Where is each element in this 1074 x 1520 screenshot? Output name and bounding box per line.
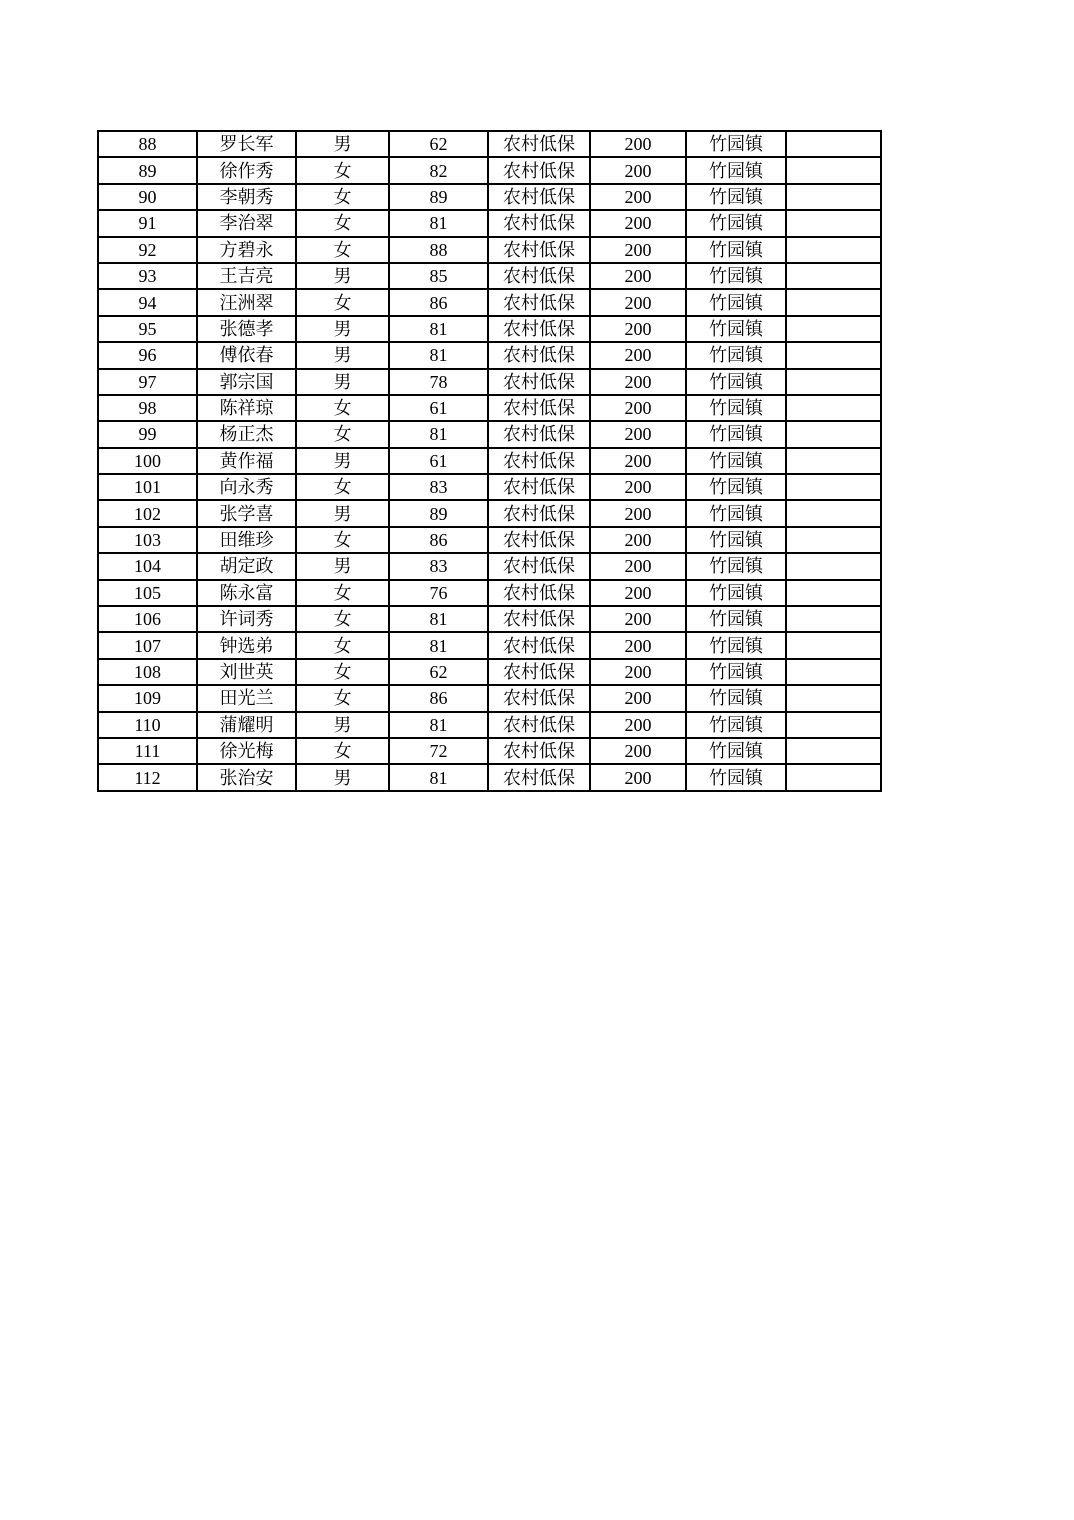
cell-serial-number: 107 (98, 632, 197, 658)
cell-amount: 200 (590, 237, 686, 263)
table-row (98, 316, 881, 342)
cell-category: 农村低保 (488, 474, 590, 500)
cell-town: 竹园镇 (686, 448, 786, 474)
cell-gender: 男 (296, 342, 389, 368)
cell-age: 89 (389, 500, 488, 526)
table-row (98, 157, 881, 183)
cell-town: 竹园镇 (686, 184, 786, 210)
cell-amount: 200 (590, 606, 686, 632)
cell-category: 农村低保 (488, 421, 590, 447)
cell-gender: 女 (296, 289, 389, 315)
cell-town: 竹园镇 (686, 316, 786, 342)
cell-category: 农村低保 (488, 527, 590, 553)
cell-town: 竹园镇 (686, 263, 786, 289)
cell-category: 农村低保 (488, 712, 590, 738)
cell-age: 78 (389, 369, 488, 395)
cell-amount: 200 (590, 157, 686, 183)
cell-name: 蒲耀明 (197, 712, 296, 738)
cell-amount: 200 (590, 131, 686, 157)
cell-town: 竹园镇 (686, 342, 786, 368)
cell-town: 竹园镇 (686, 289, 786, 315)
cell-gender: 女 (296, 421, 389, 447)
cell-category: 农村低保 (488, 553, 590, 579)
table-row (98, 395, 881, 421)
cell-town: 竹园镇 (686, 474, 786, 500)
cell-age: 61 (389, 448, 488, 474)
cell-name: 徐光梅 (197, 738, 296, 764)
cell-note (786, 131, 881, 157)
cell-gender: 男 (296, 448, 389, 474)
cell-serial-number: 96 (98, 342, 197, 368)
cell-amount: 200 (590, 580, 686, 606)
cell-amount: 200 (590, 369, 686, 395)
cell-category: 农村低保 (488, 184, 590, 210)
cell-note (786, 210, 881, 236)
cell-amount: 200 (590, 316, 686, 342)
cell-name: 王吉亮 (197, 263, 296, 289)
cell-age: 85 (389, 263, 488, 289)
cell-serial-number: 102 (98, 500, 197, 526)
cell-category: 农村低保 (488, 131, 590, 157)
cell-note (786, 685, 881, 711)
cell-gender: 女 (296, 474, 389, 500)
cell-gender: 女 (296, 685, 389, 711)
cell-gender: 女 (296, 157, 389, 183)
cell-serial-number: 92 (98, 237, 197, 263)
cell-amount: 200 (590, 685, 686, 711)
cell-serial-number: 94 (98, 289, 197, 315)
cell-town: 竹园镇 (686, 712, 786, 738)
cell-gender: 男 (296, 712, 389, 738)
table-row (98, 342, 881, 368)
cell-name: 许词秀 (197, 606, 296, 632)
cell-gender: 男 (296, 553, 389, 579)
cell-town: 竹园镇 (686, 738, 786, 764)
cell-name: 汪洲翠 (197, 289, 296, 315)
cell-name: 杨正杰 (197, 421, 296, 447)
cell-town: 竹园镇 (686, 421, 786, 447)
cell-town: 竹园镇 (686, 553, 786, 579)
table-row (98, 263, 881, 289)
cell-name: 刘世英 (197, 659, 296, 685)
cell-name: 罗长军 (197, 131, 296, 157)
cell-note (786, 606, 881, 632)
cell-serial-number: 110 (98, 712, 197, 738)
cell-gender: 女 (296, 184, 389, 210)
cell-name: 黄作福 (197, 448, 296, 474)
cell-serial-number: 108 (98, 659, 197, 685)
cell-age: 62 (389, 131, 488, 157)
table-row (98, 474, 881, 500)
cell-serial-number: 112 (98, 764, 197, 790)
cell-serial-number: 95 (98, 316, 197, 342)
cell-gender: 女 (296, 527, 389, 553)
cell-amount: 200 (590, 395, 686, 421)
cell-serial-number: 105 (98, 580, 197, 606)
cell-note (786, 712, 881, 738)
cell-amount: 200 (590, 632, 686, 658)
cell-gender: 男 (296, 764, 389, 790)
cell-town: 竹园镇 (686, 157, 786, 183)
cell-name: 李治翠 (197, 210, 296, 236)
cell-serial-number: 90 (98, 184, 197, 210)
cell-age: 81 (389, 764, 488, 790)
cell-town: 竹园镇 (686, 764, 786, 790)
cell-category: 农村低保 (488, 369, 590, 395)
cell-amount: 200 (590, 263, 686, 289)
cell-name: 傅依春 (197, 342, 296, 368)
cell-age: 86 (389, 685, 488, 711)
cell-category: 农村低保 (488, 342, 590, 368)
cell-amount: 200 (590, 527, 686, 553)
cell-category: 农村低保 (488, 316, 590, 342)
cell-serial-number: 109 (98, 685, 197, 711)
table-row (98, 210, 881, 236)
table-row (98, 448, 881, 474)
cell-category: 农村低保 (488, 157, 590, 183)
cell-category: 农村低保 (488, 632, 590, 658)
cell-age: 81 (389, 316, 488, 342)
cell-amount: 200 (590, 289, 686, 315)
cell-town: 竹园镇 (686, 369, 786, 395)
cell-note (786, 738, 881, 764)
cell-age: 81 (389, 712, 488, 738)
cell-amount: 200 (590, 421, 686, 447)
cell-category: 农村低保 (488, 580, 590, 606)
cell-category: 农村低保 (488, 659, 590, 685)
cell-name: 田光兰 (197, 685, 296, 711)
cell-town: 竹园镇 (686, 210, 786, 236)
cell-amount: 200 (590, 764, 686, 790)
cell-category: 农村低保 (488, 395, 590, 421)
table-row (98, 685, 881, 711)
cell-name: 张治安 (197, 764, 296, 790)
cell-age: 82 (389, 157, 488, 183)
cell-note (786, 157, 881, 183)
table-row (98, 421, 881, 447)
table-body (98, 131, 881, 791)
table-row (98, 553, 881, 579)
cell-age: 62 (389, 659, 488, 685)
cell-gender: 女 (296, 738, 389, 764)
cell-age: 61 (389, 395, 488, 421)
cell-note (786, 263, 881, 289)
cell-name: 张学喜 (197, 500, 296, 526)
cell-amount: 200 (590, 210, 686, 236)
cell-age: 88 (389, 237, 488, 263)
cell-category: 农村低保 (488, 237, 590, 263)
cell-note (786, 395, 881, 421)
cell-note (786, 553, 881, 579)
cell-serial-number: 98 (98, 395, 197, 421)
cell-note (786, 764, 881, 790)
cell-town: 竹园镇 (686, 395, 786, 421)
table-row (98, 580, 881, 606)
cell-serial-number: 106 (98, 606, 197, 632)
cell-town: 竹园镇 (686, 237, 786, 263)
cell-serial-number: 99 (98, 421, 197, 447)
cell-category: 农村低保 (488, 685, 590, 711)
cell-category: 农村低保 (488, 764, 590, 790)
cell-note (786, 421, 881, 447)
cell-note (786, 659, 881, 685)
table-row (98, 527, 881, 553)
cell-gender: 男 (296, 316, 389, 342)
cell-category: 农村低保 (488, 289, 590, 315)
cell-age: 83 (389, 474, 488, 500)
cell-name: 陈永富 (197, 580, 296, 606)
cell-age: 86 (389, 289, 488, 315)
cell-note (786, 289, 881, 315)
cell-amount: 200 (590, 553, 686, 579)
cell-gender: 女 (296, 606, 389, 632)
cell-name: 田维珍 (197, 527, 296, 553)
cell-serial-number: 89 (98, 157, 197, 183)
cell-gender: 女 (296, 237, 389, 263)
cell-note (786, 342, 881, 368)
cell-note (786, 632, 881, 658)
cell-category: 农村低保 (488, 448, 590, 474)
cell-category: 农村低保 (488, 738, 590, 764)
cell-note (786, 527, 881, 553)
cell-note (786, 580, 881, 606)
cell-note (786, 237, 881, 263)
cell-gender: 男 (296, 500, 389, 526)
table-row (98, 659, 881, 685)
cell-category: 农村低保 (488, 500, 590, 526)
table-row (98, 237, 881, 263)
cell-town: 竹园镇 (686, 500, 786, 526)
cell-gender: 女 (296, 395, 389, 421)
cell-serial-number: 88 (98, 131, 197, 157)
cell-age: 81 (389, 421, 488, 447)
table-row (98, 606, 881, 632)
cell-serial-number: 104 (98, 553, 197, 579)
cell-serial-number: 101 (98, 474, 197, 500)
cell-age: 76 (389, 580, 488, 606)
cell-note (786, 474, 881, 500)
cell-age: 81 (389, 632, 488, 658)
cell-town: 竹园镇 (686, 606, 786, 632)
cell-town: 竹园镇 (686, 632, 786, 658)
table-row (98, 184, 881, 210)
cell-gender: 女 (296, 659, 389, 685)
cell-town: 竹园镇 (686, 685, 786, 711)
cell-amount: 200 (590, 712, 686, 738)
cell-amount: 200 (590, 342, 686, 368)
cell-gender: 女 (296, 210, 389, 236)
cell-age: 81 (389, 210, 488, 236)
cell-name: 徐作秀 (197, 157, 296, 183)
cell-name: 张德孝 (197, 316, 296, 342)
table-row (98, 289, 881, 315)
table-row (98, 632, 881, 658)
cell-note (786, 448, 881, 474)
table-row (98, 500, 881, 526)
cell-serial-number: 100 (98, 448, 197, 474)
cell-age: 81 (389, 342, 488, 368)
cell-name: 钟选弟 (197, 632, 296, 658)
cell-name: 李朝秀 (197, 184, 296, 210)
cell-age: 83 (389, 553, 488, 579)
cell-name: 郭宗国 (197, 369, 296, 395)
cell-note (786, 184, 881, 210)
cell-gender: 男 (296, 263, 389, 289)
cell-amount: 200 (590, 448, 686, 474)
cell-amount: 200 (590, 184, 686, 210)
cell-gender: 女 (296, 580, 389, 606)
welfare-recipients-table (97, 130, 882, 792)
cell-note (786, 500, 881, 526)
cell-category: 农村低保 (488, 210, 590, 236)
cell-note (786, 316, 881, 342)
cell-serial-number: 93 (98, 263, 197, 289)
cell-age: 89 (389, 184, 488, 210)
cell-name: 胡定政 (197, 553, 296, 579)
cell-serial-number: 111 (98, 738, 197, 764)
cell-serial-number: 97 (98, 369, 197, 395)
table-row (98, 764, 881, 790)
cell-category: 农村低保 (488, 606, 590, 632)
cell-amount: 200 (590, 500, 686, 526)
cell-gender: 男 (296, 369, 389, 395)
table-row (98, 131, 881, 157)
cell-name: 向永秀 (197, 474, 296, 500)
cell-amount: 200 (590, 659, 686, 685)
cell-serial-number: 91 (98, 210, 197, 236)
cell-gender: 女 (296, 632, 389, 658)
cell-age: 81 (389, 606, 488, 632)
cell-town: 竹园镇 (686, 659, 786, 685)
cell-age: 86 (389, 527, 488, 553)
cell-gender: 男 (296, 131, 389, 157)
cell-name: 方碧永 (197, 237, 296, 263)
cell-town: 竹园镇 (686, 527, 786, 553)
cell-category: 农村低保 (488, 263, 590, 289)
cell-name: 陈祥琼 (197, 395, 296, 421)
cell-amount: 200 (590, 474, 686, 500)
cell-town: 竹园镇 (686, 580, 786, 606)
table-row (98, 369, 881, 395)
cell-serial-number: 103 (98, 527, 197, 553)
cell-amount: 200 (590, 738, 686, 764)
cell-note (786, 369, 881, 395)
table-row (98, 738, 881, 764)
cell-age: 72 (389, 738, 488, 764)
cell-town: 竹园镇 (686, 131, 786, 157)
table-row (98, 712, 881, 738)
